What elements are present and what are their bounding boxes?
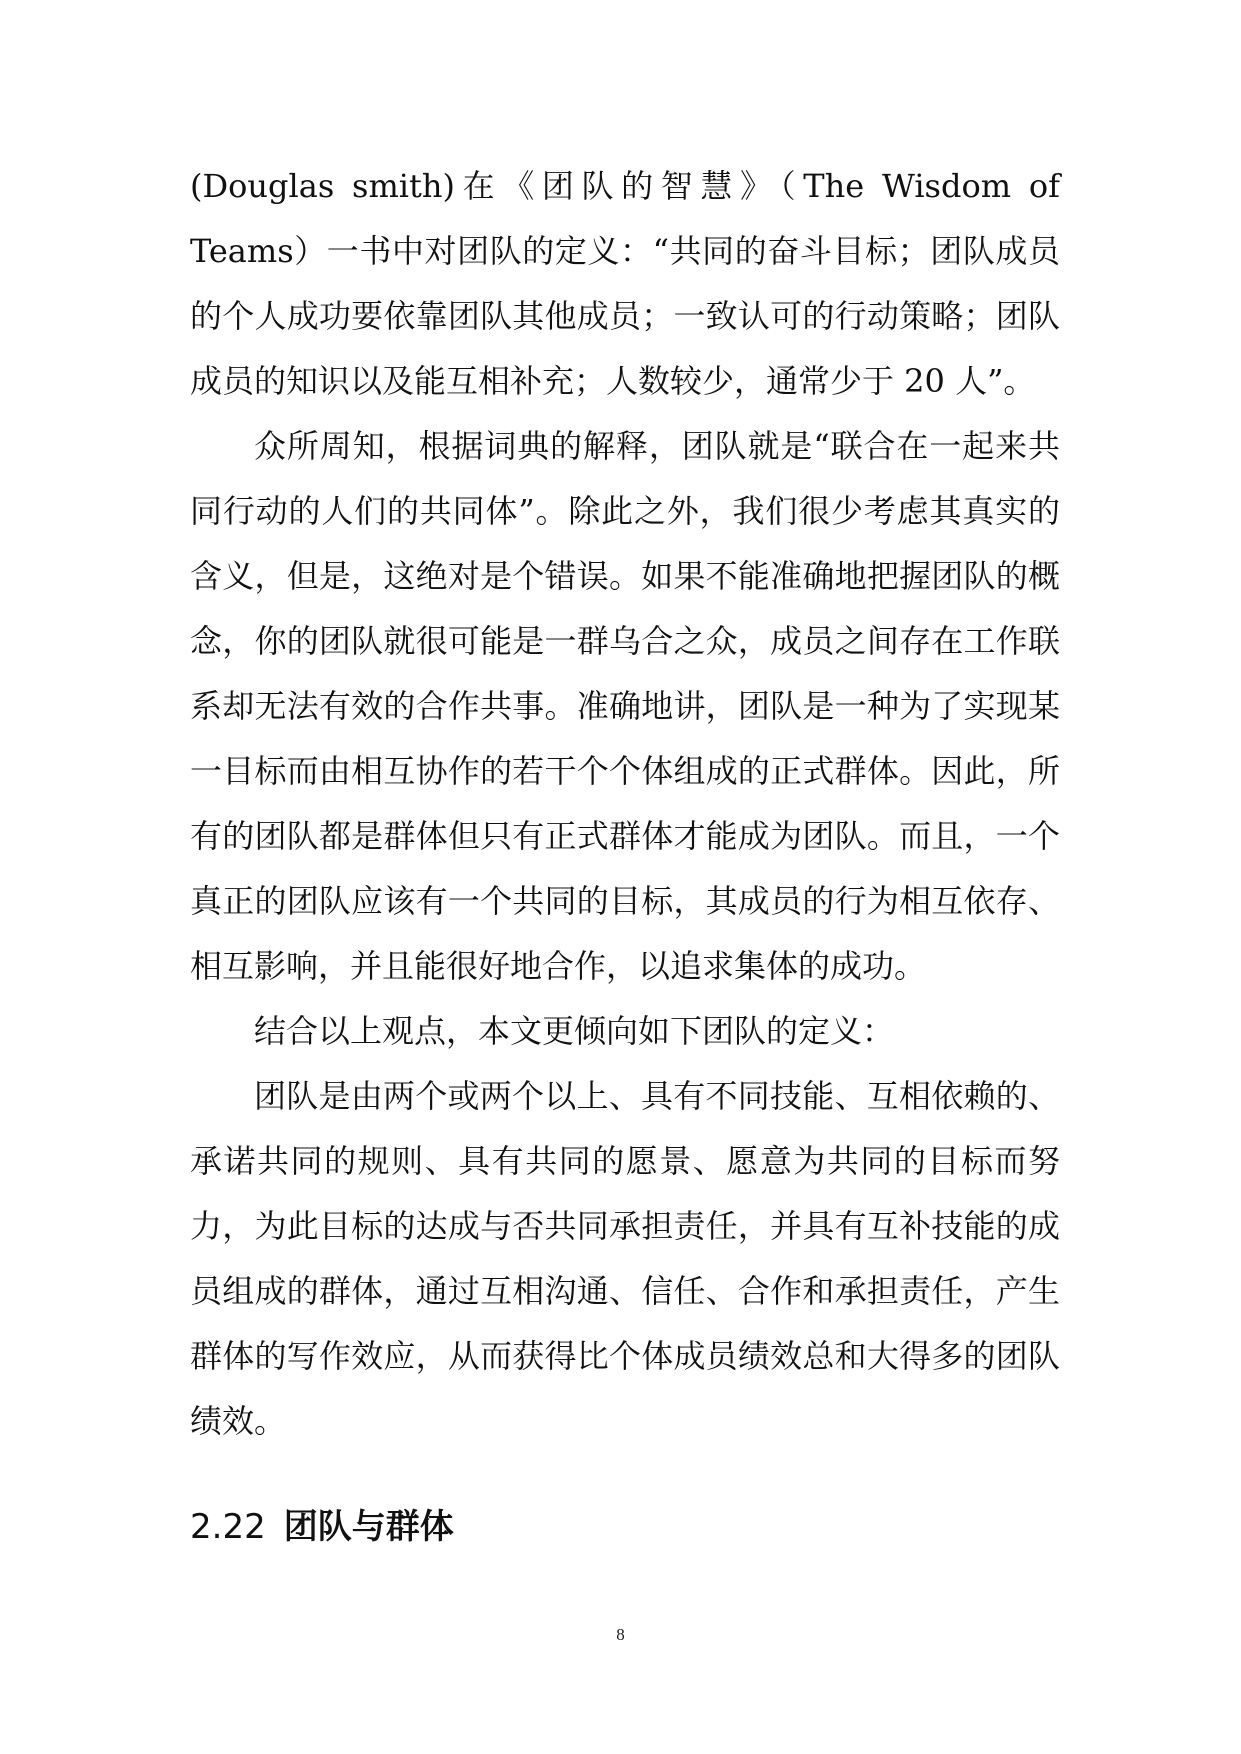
paragraph-team-concept: 众所周知，根据词典的解释，团队就是“联合在一起来共同行动的人们的共同体”。除此之外，我们很少考虑其真实的含义，但是，这绝对是个错误。如果不能准确地把握团队的概念，你的团队就很可能是一群乌合之众，成员之间存在工作联系却无法有效的合作共事。准确地讲，团队是一种为了实现某一目标而由相互协作的若干个个体组成的正式群体。因此，所有的团队都是群体但只有正式群体才能成为团队。而且，一个真正的团队应该有一个共同的目标，其成员的行为相互依存、相互影响，并且能很好地合作，以追求集体的成功。 — [190, 427, 1060, 985]
body-text — [190, 154, 1060, 1454]
paragraph-preferred-definition-intro: 结合以上观点，本文更倾向如下团队的定义： — [254, 1012, 895, 1050]
section-number: 2.22 — [190, 1507, 266, 1547]
page-number: 8 — [616, 1625, 625, 1644]
section-title: 团队与群体 — [283, 1507, 454, 1547]
paragraph-team-definition-quote: (Douglas smith)在《团队的智慧》（The Wisdom of Teams）一书中对团队的定义：“共同的奋斗目标；团队成员的个人成功要依靠团队其他成员；一致认可的行动策略；团队成员的知识以及能互相补充；人数较少，通常少于 20 人”。 — [190, 167, 1060, 400]
paragraph-preferred-definition: 团队是由两个或两个以上、具有不同技能、互相依赖的、承诺共同的规则、具有共同的愿景、愿意为共同的目标而努力，为此目标的达成与否共同承担责任，并具有互补技能的成员组成的群体，通过互相沟通、信任、合作和承担责任，产生群体的写作效应，从而获得比个体成员绩效总和大得多的团队绩效。 — [190, 1077, 1060, 1440]
section-heading — [190, 1502, 454, 1552]
